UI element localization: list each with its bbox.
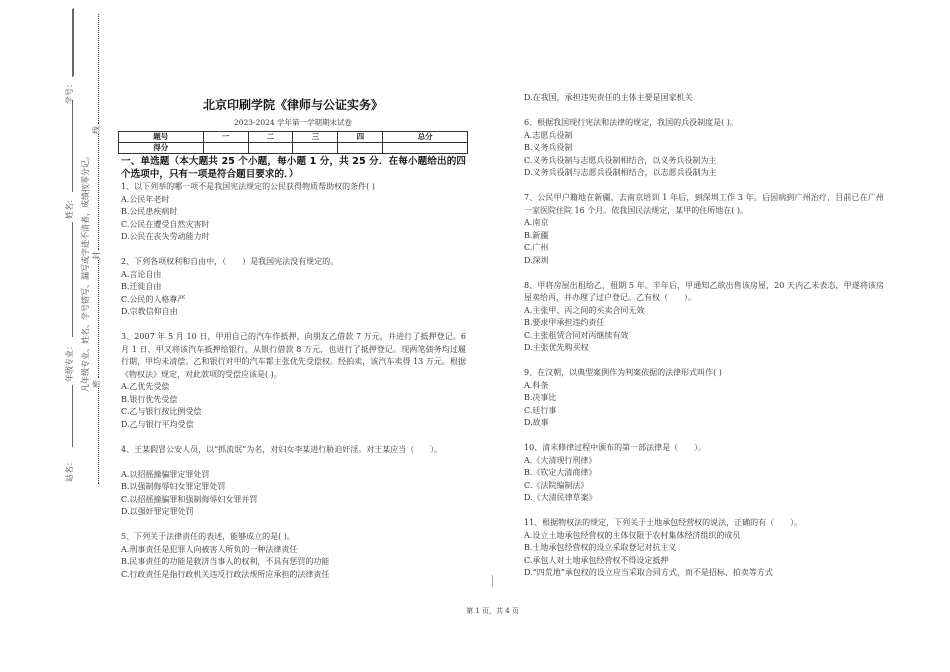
question-stem: 4、王某假冒公安人员，以“抓流氓”为名，对妇女李某进行胁迫奸淫。对王某应当（ ）。 xyxy=(121,444,443,454)
grade-label: 年级专业： xyxy=(65,342,74,382)
question-option: B.迁徙自由 xyxy=(121,282,162,291)
score-cell[interactable] xyxy=(383,143,468,154)
question xyxy=(524,192,884,267)
question-option: A.公民年老时 xyxy=(121,194,170,204)
venue-label: 站名： xyxy=(65,458,74,482)
question-option: C.广州 xyxy=(524,243,549,252)
question-option: B.新疆 xyxy=(524,230,549,240)
question-option: C.《法院编制法》 xyxy=(524,480,589,490)
score-cell[interactable] xyxy=(203,143,248,154)
seal-line-strip xyxy=(91,0,105,672)
question-option: C.义务兵役制与志愿兵役制相结合，以义务兵役制为主 xyxy=(524,155,717,165)
score-row xyxy=(119,143,468,154)
question-option: B.土地承包经营权的设立采取登记对抗主义 xyxy=(524,543,677,552)
column-divider xyxy=(492,575,493,587)
question xyxy=(121,181,466,244)
question-option: D.《大清民律草案》 xyxy=(524,493,597,502)
question-option: D.公民在丧失劳动能力时 xyxy=(121,232,210,241)
spacer xyxy=(121,456,466,469)
question xyxy=(524,117,884,180)
question xyxy=(121,256,466,319)
question-option: B.以强制侮辱妇女罪定罪处罚 xyxy=(121,482,226,491)
question-option: A.主张甲、丙之间的买卖合同无效 xyxy=(524,305,645,315)
question-option: C.承包人对土地承包经营权不得设定抵押 xyxy=(524,555,669,565)
seal-dotted-line xyxy=(91,134,99,250)
id-blank[interactable] xyxy=(64,9,73,77)
question-stem: 7、公民甲户籍地在新疆，去南京培训 1 年后，到深圳工作 3 年。后因病到广州治疗，目前已在广州一家医院住院 16 个月。依我国民法规定，某甲的住所地在( )。 xyxy=(524,193,884,215)
binding-info-strip xyxy=(64,0,78,672)
question xyxy=(121,444,466,519)
exam-subtitle: 2023-2024 学年第一学期期末试卷 xyxy=(233,118,353,127)
score-header-cell: 题号 xyxy=(119,132,204,143)
question-option: C.公民的人格尊严 xyxy=(121,294,186,304)
question xyxy=(524,442,884,505)
question-option: B.民事责任的功能是救济当事人的权利，不具有惩罚的功能 xyxy=(121,557,330,566)
question-stem: 8、甲将房屋出租给乙，租期 5 年。半年后，甲通知乙欲出售该房屋，20 天内乙未表态，甲遂将该房屋卖给丙，并办理了过户登记。乙有权（ ）。 xyxy=(524,280,884,302)
name-blank[interactable] xyxy=(64,100,73,192)
question-option: D.主张优先购买权 xyxy=(524,343,589,352)
question-stem: 9、在汉朝，以典型案例作为判案依据的法律形式叫作( ) xyxy=(524,368,722,377)
question-option: D.深圳 xyxy=(524,255,549,265)
id-label: 学号： xyxy=(65,80,74,104)
name-label: 姓名： xyxy=(65,195,74,219)
seal-dotted-line xyxy=(91,388,99,484)
question-option: A.科条 xyxy=(524,380,549,390)
score-header-cell: 四 xyxy=(338,132,383,143)
question-option: D.在我国，承担违宪责任的主体主要是国家机关 xyxy=(524,93,693,102)
score-cell[interactable] xyxy=(293,143,338,154)
question-option: D.故事 xyxy=(524,418,549,427)
question xyxy=(524,517,884,580)
question-stem: 6、根据我国现行宪法和法律的规定，我国的兵役制度是( )。 xyxy=(524,118,738,127)
score-header-cell: 三 xyxy=(293,132,338,143)
question-option: A.南京 xyxy=(524,218,549,227)
question-option: A.乙优先受偿 xyxy=(121,382,170,391)
question-option: D.乙与银行平均受偿 xyxy=(121,419,194,429)
question-option: C.以招摇撞骗罪和强制侮辱妇女罪并罚 xyxy=(121,494,258,504)
question-option: A.言论自由 xyxy=(121,269,162,279)
question-option: C.廷行事 xyxy=(524,405,557,415)
seal-char-2: 封 xyxy=(92,252,101,260)
section-heading: 一、单选题（本大题共 25 个小题，每小题 1 分，共 25 分．在每小题给出的四个选项中，只有一项是符合题目要求的．） xyxy=(121,156,466,180)
seal-char-1: 密 xyxy=(92,380,101,388)
question-stem: 2、下列各项权利和自由中，（ ）是我国宪法没有规定的。 xyxy=(121,257,339,266)
seal-char-3: 线 xyxy=(92,126,101,134)
binding-rule xyxy=(73,8,74,76)
question-option: A.《大清现行刑律》 xyxy=(524,455,597,465)
question-option: B.决事比 xyxy=(524,393,557,402)
score-cell[interactable] xyxy=(338,143,383,154)
question-option: D.“四荒地”承包权的设立应当采取合同方式，而不是招标、拍卖等方式 xyxy=(524,568,773,577)
binding-notice: 凡年级专业、姓名、学号错写、漏写或字迹不清者，成绩按零分记。 xyxy=(81,152,90,392)
question xyxy=(121,531,466,581)
question-option: A.刑事责任是犯罪人向被害人所负的一种法律责任 xyxy=(121,544,298,554)
question-option: B.公民患疾病时 xyxy=(121,207,178,216)
left-column xyxy=(121,156,466,594)
grade-blank[interactable] xyxy=(64,222,73,337)
question-option: C.主张租赁合同对丙继续有效 xyxy=(524,330,629,340)
question xyxy=(524,367,884,430)
score-header-cell: 一 xyxy=(203,132,248,143)
score-table-header xyxy=(119,132,468,143)
score-table xyxy=(118,131,468,154)
right-column xyxy=(524,92,884,592)
question-option: B.要求甲承担违约责任 xyxy=(524,318,605,327)
question-option: C.行政责任是指行政机关违反行政法规所应承担的法律责任 xyxy=(121,569,330,579)
question xyxy=(121,331,466,431)
exam-title: 北京印刷学院《律师与公证实务》 xyxy=(202,98,383,112)
question xyxy=(524,280,884,355)
question-option: D.以强奸罪定罪处罚 xyxy=(121,507,194,516)
score-cell[interactable] xyxy=(248,143,293,154)
question-option: D.宗教信仰自由 xyxy=(121,307,178,316)
question-stem: 11、根据物权法的规定，下列关于土地承包经营权的说法，正确的有（ ）。 xyxy=(524,518,803,527)
question-stem: 10、清末修律过程中颁布的第一部法律是（ ）。 xyxy=(524,443,707,452)
venue-blank[interactable] xyxy=(64,385,73,447)
question-option: A.以招摇撞骗罪定罪处罚 xyxy=(121,469,210,479)
question-option: B.《钦定大清商律》 xyxy=(524,468,597,477)
question-option: A.志愿兵役制 xyxy=(524,130,573,140)
question-option: C.乙与银行按比例受偿 xyxy=(121,407,202,416)
question-stem: 3、2007 年 5 月 10 日，甲用自己的汽车作抵押，向朋友乙借款 7 万元，并进行了抵押登记。6 月 1 日，甲又将该汽车抵押给银行，从银行借款 8 万元，也进行了抵押登记。现两笔债务均过履行期，甲均未清偿。乙和银行对甲的汽车都主张优先受偿权。经拍卖，该汽车卖得 13 万元。根据《物权法》规定，对此款项的受偿应该是( )。 xyxy=(121,332,466,379)
seal-dotted-line xyxy=(91,14,99,124)
question-stem: 5、下列关于法律责任的表述，能够成立的是( )。 xyxy=(121,532,295,541)
page-footer: 第 1 页，共 4 页 xyxy=(466,607,519,615)
question-option: D.义务兵役制与志愿兵役制相结合，以志愿兵役制为主 xyxy=(524,168,717,177)
question-option: B.义务兵役制 xyxy=(524,143,573,152)
score-row-label: 得分 xyxy=(119,143,204,154)
question-continued xyxy=(524,92,884,105)
question-option: C.公民在遭受自然灾害时 xyxy=(121,219,210,229)
question-option: B.银行优先受偿 xyxy=(121,394,178,404)
score-header-cell: 总分 xyxy=(383,132,468,143)
question-stem: 1、以下列举的哪一项不是我国宪法规定的公民获得物质帮助权的条件( ) xyxy=(121,182,375,191)
score-header-cell: 二 xyxy=(248,132,293,143)
seal-dotted-line xyxy=(91,260,99,378)
question-option: A.设立土地承包经营权的主体仅限于农村集体经济组织的成员 xyxy=(524,530,741,540)
